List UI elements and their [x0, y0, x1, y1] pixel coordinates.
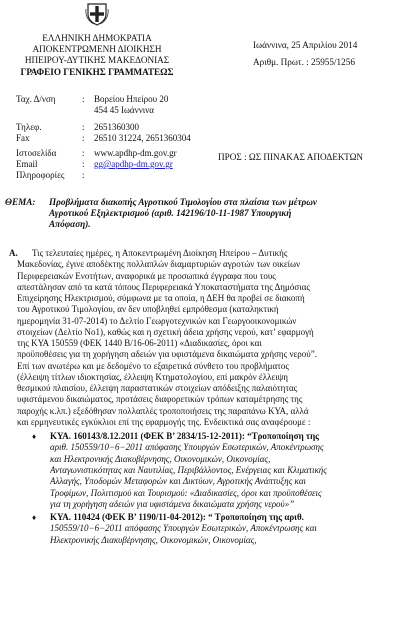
org-line-region: ΗΠΕΙΡΟΥ-ΔΥΤΙΚΗΣ ΜΑΚΕΔΟΝΙΑΣ — [24, 55, 170, 65]
info-colon: : — [82, 170, 85, 180]
address-line2: 454 45 Ιωάννινα — [94, 105, 154, 115]
bullet-line: και Ηλεκτρονικής Διακυβέρνησης, Οικονομικών, Οικονομίας, — [50, 453, 271, 464]
phone-colon: : — [82, 122, 85, 132]
document-date: Ιωάννινα, 25 Απριλίου 2014 — [253, 40, 358, 50]
info-label: Πληροφορίες — [16, 170, 65, 180]
fax-label: Fax — [16, 133, 30, 143]
body-line: παροχής κ.λπ.) εξεδόθησαν πολλαπλές τροποποιήσεις της παραπάνω ΚΥΑ, αλλά — [17, 405, 309, 416]
bullet-line: Τροφίμων, Πολιτισμού και Τουρισμού: «Διαδικασίες, όροι και προϋποθέσεις — [50, 487, 322, 498]
body-line: Επί των ανωτέρω και με δεδομένο το εξαιρετικά σύνθετο του προβλήματος — [17, 360, 289, 371]
bullet-diamond-icon: ♦ — [32, 432, 37, 441]
protocol-number: Αριθμ. Πρωτ. : 25955/1256 — [253, 57, 355, 67]
email-link[interactable]: gg@apdhp-dm.gov.gr — [94, 159, 173, 169]
body-line: Επιχείρησης Ηλεκτρισμού, σύμφωνα με τα οποία, η ΔΕΗ θα προβεί σε διακοπή — [17, 293, 305, 303]
body-line: (έλλειψη τίτλων ιδιοκτησίας, έλλειψη Κτηματολογίου, επί μακρόν έλλειψη — [17, 371, 288, 382]
subject-line-2: Αγροτικού Εξηλεκτρισμού (αριθ. 142196/10-11-1987 Υπουργική — [49, 208, 292, 218]
bullet-line: αριθ. 150559/10−6−2011 απόφασης Υπουργών Εσωτερικών, Αποκέντρωσης — [50, 442, 324, 453]
bullet-line: ΚΥΑ. 110424 (ΦΕΚ Β’ 1190/11-04-2012): “ Τροποποίηση της αριθ. — [50, 512, 304, 523]
recipient-line: ΠΡΟΣ : ΩΣ ΠΙΝΑΚΑΣ ΑΠΟΔΕΚΤΩΝ — [218, 152, 364, 162]
org-line-office: ΓΡΑΦΕΙΟ ΓΕΝΙΚΗΣ ΓΡΑΜΜΑΤΕΩΣ — [20, 67, 174, 77]
body-line: της ΚΥΑ 150559 (ΦΕΚ 1440 Β/16-06-2011) «Διαδικασίες, όροι και — [17, 338, 262, 348]
website-label: Ιστοσελίδα — [16, 148, 57, 158]
body-line: Μακεδονίας, έγινε αποδέκτης πολλαπλών διαμαρτυριών αγροτών των οικείων — [17, 259, 301, 270]
body-line: υφιστάμενου δικαιώματος, προτάσεις διαφορετικών τρόπων καταμέτρησης της — [17, 394, 303, 405]
body-line: Τις τελευταίες ημέρες, η Αποκεντρωμένη Διοίκηση Ηπείρου – Δυτικής — [32, 248, 288, 258]
org-line-administration: ΑΠΟΚΕΝΤΡΩΜΕΝΗ ΔΙΟΙΚΗΣΗ — [32, 44, 162, 54]
org-line-republic: ΕΛΛΗΝΙΚΗ ΔΗΜΟΚΡΑΤΙΑ — [42, 33, 152, 43]
body-line: του Αγροτικού Τιμολογίου, αν δεν υποβληθεί εμπρόθεσμα (καταληκτική — [17, 304, 279, 315]
address-label: Ταχ. Δ/νση — [16, 94, 56, 104]
body-line: θεσμικού πλαισίου, έλλειψη παραστατικών στοιχείων απόδειξης παλαιότητας — [17, 383, 298, 393]
website-colon: : — [82, 148, 85, 158]
bullet-line: Αλλαγής, Υποδομών Μεταφορών και Δικτύων, Αγροτικής Ανάπτυξης και — [50, 476, 307, 487]
body-line: ημερομηνία 31-07-2014) το Δελτίο Γεωργοτεχνικών και Γεωργοοικονομικών — [17, 315, 297, 326]
greek-coat-of-arms-icon — [85, 2, 109, 26]
website-link[interactable]: www.apdhp-dm.gov.gr — [94, 148, 177, 158]
body-line: Περιφερειακών Ενοτήτων, αναφορικά με προσωπικά έγγραφα που τους — [17, 270, 276, 281]
subject-line-1: Προβλήματα διακοπής Αγροτικού Τιμολογίου στα πλαίσια των μέτρων — [49, 197, 318, 207]
body-line: και ερμηνευτικές εγκύκλιοι επί της εφαρμογής της. Ενδεικτικά σας αναφέρουμε : — [17, 416, 311, 427]
bullet-line: για τη χορήγηση αδειών για υφιστάμενα δικαιώματα χρήσης νερού»” — [50, 498, 295, 509]
email-colon: : — [82, 159, 85, 169]
phone-value: 2651360300 — [94, 122, 139, 132]
address-line1: Βορείου Ηπείρου 20 — [94, 94, 169, 104]
body-line: στοιχείων (Δελτίο Νο1), καθώς και η σχετική άδεια χρήσης νερού, κατ’ εφαρμογή — [17, 326, 314, 337]
section-marker: Α. — [9, 248, 18, 258]
bullet-line: Ηλεκτρονικής Διακυβέρνησης, Οικονομικών, Οικονομίας, — [50, 534, 257, 545]
bullet-line: Ανταγωνιστικότητας και Ναυτιλίας, Περιβάλλοντος, Ενέργειας και Κλιματικής — [50, 464, 327, 475]
phone-label: Τηλεφ. — [16, 122, 42, 132]
bullet-line: 150559/10−6−2011 απόφασης Υπουργών Εσωτερικών, Αποκέντρωσης και — [50, 523, 317, 534]
bullet-line: ΚΥΑ. 160143/8.12.2011 (ΦΕΚ Β’ 2834/15-12-2011): “Τροποποίηση της — [50, 431, 319, 441]
fax-value: 26510 31224, 2651360304 — [94, 133, 191, 143]
body-line: προϋποθέσεις για τη χορήγηση αδειών για υφιστάμενα δικαιώματα χρήσης νερού”. — [17, 349, 317, 360]
address-colon: : — [82, 94, 85, 104]
body-line: απεστάλησαν από τα κατά τόπους Περιφερειακά Υποκαταστήματα της Δημόσιας — [17, 281, 310, 292]
subject-label: ΘΕΜΑ: — [5, 197, 36, 207]
fax-colon: : — [82, 133, 85, 143]
bullet-diamond-icon: ♦ — [32, 513, 37, 523]
email-label: Email — [16, 159, 38, 169]
subject-line-3: Απόφαση). — [49, 219, 91, 229]
